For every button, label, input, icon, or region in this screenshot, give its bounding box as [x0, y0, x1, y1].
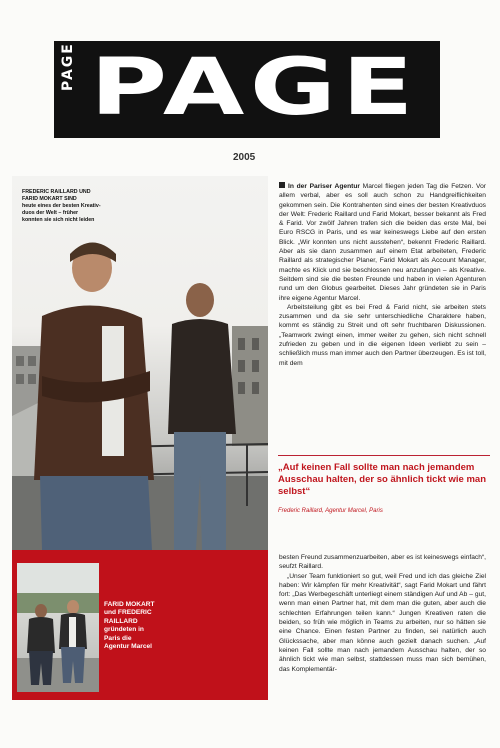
article-paragraph: „Unser Team funktioniert so gut, weil Fred und ich das gleiche Ziel haben: Wir kämpfen für mehr Kreativität“, sagt Farid Mokart und fährt fort: „Das Werbegeschäft unterliegt einem ständigen Auf und Ab – gut, wenn man einen Partner hat, mit dem man die guten, aber auch die schlechten Erfahrungen teilen kann.“ Jungen Kreativen raten die beiden, so früh wie möglich in Teams zu arbeiten, nur so hätten sie eine Chance. Einen festen Partner zu finden, sei natürlich auch Glückssache, aber man könne auch gezielt danach suchen. „Auf keinen Fall sollte man nach jemandem Ausschau halten, der so ähnlich tickt wie man selbst, stattdessen muss man sich bemühen, das Komplementär- — [279, 572, 486, 673]
building-right — [232, 326, 268, 446]
inset-photo — [17, 563, 99, 692]
article-paragraph: besten Freund zusammenzuarbeiten, aber es ist keineswegs einfach“, seufzt Raillard. — [279, 554, 486, 571]
article-paragraph — [279, 182, 486, 303]
photo-illustration — [12, 176, 268, 550]
caption-line: konnten sie sich nicht leiden — [22, 216, 95, 223]
article-column-top — [279, 182, 486, 368]
main-photo — [12, 176, 268, 550]
caption-line: und FREDERIC — [104, 609, 152, 617]
article-column-bottom — [279, 553, 486, 674]
caption-line: gründeten in — [104, 626, 144, 634]
paragraph-marker — [279, 182, 285, 188]
person-right-head — [186, 283, 214, 317]
photo-caption — [22, 189, 118, 224]
pull-quote-text: „Auf keinen Fall sollte man nach jemandem Ausschau halten, der so ähnlich tickt wie man selbst“ — [278, 462, 486, 497]
magazine-masthead — [54, 41, 440, 138]
pull-quote — [278, 455, 490, 514]
caption-line: FARID MOKART SIND — [22, 195, 77, 202]
caption-line: Agentur Marcel — [104, 643, 152, 651]
article-lead: In der Pariser Agentur — [288, 183, 360, 190]
person-left-jeans — [40, 476, 152, 550]
caption-line: Paris die — [104, 634, 132, 642]
inset-illustration — [17, 563, 99, 692]
caption-line: heute eines der besten Kreativ- — [22, 202, 101, 209]
masthead-side-text: PAGE — [60, 42, 76, 91]
caption-line: FARID MOKART — [104, 601, 155, 608]
caption-line: duos der Welt – früher — [22, 209, 79, 216]
pull-quote-attribution: Frederic Raillard, Agentur Marcel, Paris — [278, 508, 383, 514]
article-text: Marcel fliegen jeden Tag die Fetzen. Vor allem verbal, aber es soll auch schon zu Handgreiflichkeiten gekommen sein. Die Kontrahenten sind eines der besten Kreativduos der Welt: Frederic Raillard und Farid Mokart, besser bekannt als Fred & Farid. Vor zwölf Jahren trafen sich die beiden das erste Mal, bei Euro RSCG in Paris, und es war keineswegs Liebe auf den ersten Blick. „Wir konnten uns nicht ausstehen“, bekennt Frederic Raillard. Aber als sie dann zusammen auf einem Etat arbeiteten, Frederic Raillard als strategischer Planer, Farid Mokart als Account Manager, machte es Klick und sie beschlossen neu anzufangen – als Kreative. Seitdem sind sie die besten Freunde und haben in vielen Agenturen rund um den Globus gearbeitet. Dieses Jahr gründeten sie in Paris ihre eigene Agentur Marcel. — [279, 183, 486, 302]
masthead-logo: PAGE — [90, 43, 419, 133]
caption-line: FREDERIC RAILLARD UND — [22, 189, 91, 195]
article-paragraph: Arbeitsteilung gibt es bei Fred & Farid nicht, sie arbeiten stets zusammen und da sie sehr unterschiedliche Charaktere haben, kommt es ständig zu Streit und oft sehr fruchtbaren Diskussionen. „Teamwork zwingt einen, immer weiter zu gehen, sich nicht schnell zufrieden zu geben und in die eigenen Ideen verliebt zu sein – schließlich muss man immer auch den Partner überzeugen. Es ist toll, mit dem — [279, 303, 486, 367]
issue-year: 2005 — [233, 152, 256, 163]
inset-trees — [17, 593, 99, 613]
caption-line: RAILLARD — [104, 617, 138, 625]
person-right-jacket — [168, 319, 236, 434]
red-box-caption — [104, 601, 174, 651]
